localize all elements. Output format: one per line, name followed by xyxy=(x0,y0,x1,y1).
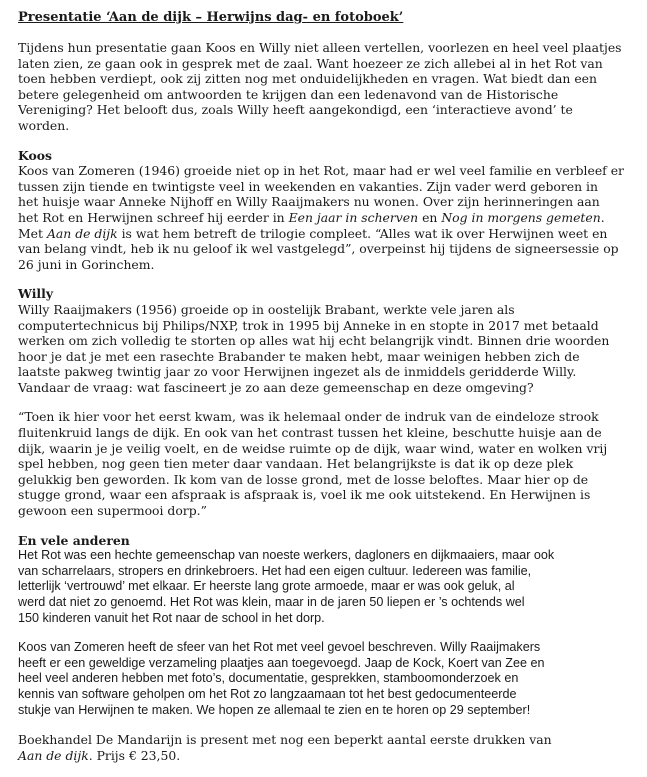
koos-section xyxy=(18,148,635,273)
text-run: het Rot en Herwijnen schreef hij eerder in xyxy=(18,209,289,225)
text-line: 26 juni in Gorinchem. xyxy=(18,256,155,272)
text-line: heeft er een geweldige verzameling plaatjes aan toegevoegd. Jaap de Kock, Koert van Zee en xyxy=(18,655,545,670)
closing-paragraph xyxy=(18,640,635,718)
book-title: Aan de dijk xyxy=(46,225,118,241)
text-run: spel hebben, nog geen tien meter daar vandaan. Het belangrijkste is dat ik op deze plek xyxy=(18,456,574,472)
text-line: werd dat niet zo genoemd. Het Rot was klein, maar in de jaren 50 liepen er ’s ochtends wel xyxy=(18,595,525,609)
text-line: van belang vindt, heb ik nu geloof ik wel vastgelegd”, overpeinst hij tijdens de signeersessie op xyxy=(18,241,619,257)
text-line: gelukkig ben geworden. Ik kom van de losse grond, met de losse beloftes. Maar hier op de xyxy=(18,471,589,487)
document-title: Presentatie ‘Aan de dijk – Herwijns dag- en fotoboek’ xyxy=(18,10,404,25)
text-run: Met xyxy=(18,225,47,241)
text-line: hoor je dat je met een rasechte Brabander te maken hebt, maar weinigen hebben zich de xyxy=(18,348,580,364)
text-line: letterlijk ‘vertrouwd’ met elkaar. Er heerste lang grote armoede, maar er was ook geluk, al xyxy=(18,579,515,594)
text-run: en xyxy=(418,209,442,225)
text-line xyxy=(18,226,635,242)
text-line: laten zien, ze gaan ook in gesprek met de zaal. Want hoezeer ze zich allebei al in het Rot van xyxy=(18,55,603,71)
text-line: werken om zich volledig te storten op alles wat hij echt belangrijk vindt. Binnen drie woorden xyxy=(18,333,610,349)
text-run: dijk, waarin je je veilig voelt, en de weidse ruimte op de dijk, waar wind, water en wolken vrij xyxy=(18,440,608,456)
text-line: stukje van Herwijnen te maken. We hopen ze allemaal te zien en te horen op 29 september! xyxy=(18,702,531,717)
text-line: Vandaar de vraag: wat fascineert je zo aan deze gemeenschap en deze omgeving? xyxy=(18,379,534,395)
book-title: Nog in morgens gemeten xyxy=(441,209,601,225)
text-line: Willy Raaijmakers (1956) groeide op in oostelijk Brabant, werkte vele jaren als xyxy=(18,301,515,317)
willy-section xyxy=(18,286,635,395)
quote-paragraph[interactable] xyxy=(18,409,635,518)
text-line xyxy=(18,456,635,472)
book-title: Een jaar in scherven xyxy=(288,209,419,225)
text-line: toen hebben verdiept, ook zij zitten nog met onduidelijkheden en vragen. Wat biedt dan een xyxy=(18,71,597,87)
text-line: worden. xyxy=(18,117,70,133)
text-line: heel veel anderen hebben met foto’s, documentatie, gesprekken, stamboomonderzoek en xyxy=(18,671,519,686)
text-line: Boekhandel De Mandarijn is present met nog een beperkt aantal eerste drukken van xyxy=(18,732,552,748)
text-line: het huisje waar Anneke Nijhoff en Willy Raaijmakers nu wonen. Over zijn herinneringen aan xyxy=(18,194,600,210)
text-line: laatste pakweg twintig jaar zo voor Herwijnen ingezet als de inmiddels geridderde Willy. xyxy=(18,364,577,380)
text-run: is wat hem betreft de trilogie compleet. “Alles wat ik over Herwijnen weet en xyxy=(117,225,608,241)
text-line: Koos van Zomeren heeft de sfeer van het Rot met veel gevoel beschreven. Willy Raaijmakers xyxy=(18,640,541,655)
text-line: Het Rot was een hechte gemeenschap van noeste werkers, dagloners en dijkmaaiers, maar ook xyxy=(18,548,555,563)
intro-paragraph xyxy=(18,40,635,134)
text-line: betere gelegenheid om antwoorden te krijgen dan een ledenavond van de Historische xyxy=(18,86,559,102)
text-run: . xyxy=(600,209,605,225)
text-line: 150 kinderen vanuit het Rot naar de school in het dorp. xyxy=(18,610,325,625)
text-line: computertechnicus bij Philips/NXP, trok in 1995 bij Anneke in en stopte in 2017 met betaald xyxy=(18,317,599,333)
bookshop-paragraph xyxy=(18,732,635,763)
section-heading-others: En vele anderen xyxy=(18,532,130,548)
text-line: Tijdens hun presentatie gaan Koos en Willy niet alleen vertellen, voorlezen en heel veel plaatjes xyxy=(18,40,622,55)
book-title: Aan de dijk xyxy=(18,747,89,763)
text-line: gewoon een supermooi dorp.” xyxy=(18,503,207,519)
text-line: “Toen ik hier voor het eerst kwam, was ik helemaal onder de indruk van de eindeloze strook xyxy=(18,409,599,425)
text-line: fluitenkruid langs de dijk. En ook van het contrast tussen het kleine, beschutte huisje aan de xyxy=(18,425,602,441)
text-line: Koos van Zomeren (1946) groeide niet op in het Rot, maar had er wel veel familie en verbleef er xyxy=(18,163,624,179)
text-line: tussen zijn tiende en twintigste veel in weekenden en vakanties. Zijn vader werd geboren in xyxy=(18,178,599,194)
section-heading-koos: Koos xyxy=(18,147,53,163)
section-heading-willy: Willy xyxy=(18,286,54,302)
text-line xyxy=(18,748,635,764)
text-line: Vereniging? Het belooft dus, zoals Willy heeft aangekondigd, een ‘interactieve avond’ te xyxy=(18,102,573,118)
text-line: stugge grond, waar een afspraak is afspraak is, voel ik me ook uitstekend. En Herwijnen is xyxy=(18,487,591,503)
others-section xyxy=(18,533,635,627)
text-line xyxy=(18,441,635,457)
price-text: . Prijs € 23,50. xyxy=(88,747,181,763)
text-line xyxy=(18,210,635,226)
text-line: kennis van software geholpen om het Rot zo langzaamaan tot het best gedocumenteerde xyxy=(18,686,517,701)
text-line: van scharrelaars, stropers en drinkebroers. Het had een eigen cultuur. Iedereen was familie, xyxy=(18,563,532,578)
